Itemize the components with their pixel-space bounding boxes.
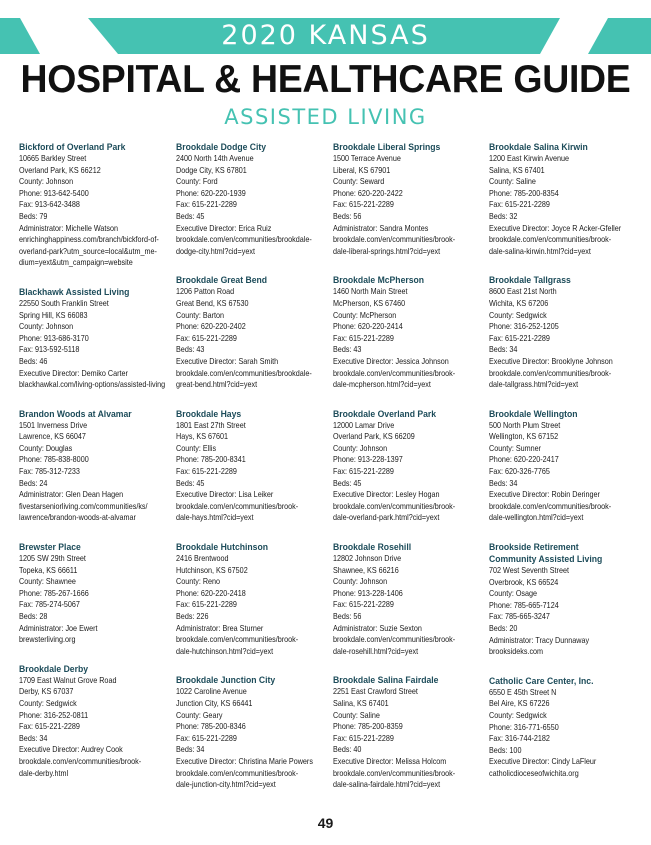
facility-detail-line: 6550 E 45th Street N: [489, 687, 557, 697]
facility-detail-line: County: Sedgwick: [19, 698, 77, 708]
facility-detail-line: Administrator: Tracy Dunnaway: [489, 635, 590, 645]
facility-detail-line: great-bend.html?cid=yext: [176, 380, 258, 390]
facility-detail-line: Beds: 46: [19, 356, 48, 366]
facility-detail-line: Phone: 316-252-1205: [489, 322, 559, 332]
facility-detail-line: Executive Director: Brooklyne Johnson: [489, 356, 613, 366]
facility-entry: [19, 408, 169, 524]
facility-detail-line: Phone: 785-838-8000: [19, 455, 89, 465]
facility-detail-line: Beds: 34: [19, 733, 48, 743]
facility-detail-line: Fax: 785-665-3247: [489, 612, 550, 622]
facility-detail-line: lawrence/brandon-woods-at-alvamar: [19, 513, 136, 523]
facility-detail-line: Spring Hill, KS 66083: [19, 310, 88, 320]
facility-detail-line: Phone: 620-220-2418: [176, 588, 246, 598]
facility-detail-line: Beds: 100: [489, 745, 522, 755]
facility-entry: [333, 274, 483, 390]
facility-detail-line: brookdale.com/en/communities/brook-: [333, 768, 456, 778]
facility-detail-line: brookdale.com/en/communities/brook-: [19, 756, 142, 766]
facility-detail-line: Overland Park, KS 66212: [19, 165, 101, 175]
facility-detail-line: Salina, KS 67401: [333, 698, 389, 708]
page-number: 49: [317, 815, 334, 831]
facility-detail-line: County: Osage: [489, 589, 538, 599]
facility-detail-line: County: Johnson: [19, 322, 74, 332]
facility-detail-line: dale-hays.html?cid=yext: [176, 513, 254, 523]
facility-detail-line: Phone: 785-200-8359: [333, 722, 403, 732]
facility-entry: [176, 141, 326, 257]
facility-name: Brookdale Wellington: [489, 407, 578, 419]
facility-detail-line: Phone: 620-220-2402: [176, 322, 246, 332]
facility-detail-line: Hutchinson, KS 67502: [176, 565, 248, 575]
facility-detail-line: Fax: 615-221-2289: [176, 600, 237, 610]
facility-detail-line: 2416 Brentwood: [176, 554, 229, 564]
facility-detail-line: Fax: 615-221-2289: [333, 333, 394, 343]
facility-detail-line: Phone: 316-252-0811: [19, 710, 89, 720]
facility-detail-line: dale-hutchinson.html?cid=yext: [176, 646, 274, 656]
facility-detail-line: brookdale.com/en/communities/brookdale-: [176, 368, 312, 378]
facility-detail-line: Derby, KS 67037: [19, 687, 74, 697]
facility-detail-line: Shawnee, KS 66216: [333, 565, 399, 575]
facility-detail-line: Executive Director: Sarah Smith: [176, 356, 279, 366]
facility-detail-line: brooksideks.com: [489, 647, 544, 657]
listing-column: [333, 141, 483, 808]
facility-detail-line: brookdale.com/en/communities/brook-: [176, 768, 299, 778]
facility-detail-line: Fax: 615-221-2289: [489, 200, 550, 210]
facility-detail-line: dale-mcpherson.html?cid=yext: [333, 380, 431, 390]
facility-detail-line: Lawrence, KS 66047: [19, 432, 86, 442]
listing-columns: [19, 141, 641, 791]
facility-detail-line: Hays, KS 67601: [176, 432, 229, 442]
facility-name: Brookdale Overland Park: [333, 407, 437, 419]
facility-detail-line: Administrator: Joe Ewert: [19, 623, 98, 633]
facility-detail-line: Fax: 615-221-2289: [19, 722, 80, 732]
facility-detail-line: Executive Director: Demiko Carter: [19, 368, 128, 378]
facility-detail-line: Fax: 913-592-5118: [19, 345, 80, 355]
banner-title: 2020 KANSAS: [221, 20, 430, 51]
facility-detail-line: County: Johnson: [333, 577, 388, 587]
facility-entry: [19, 663, 169, 779]
facility-detail-line: Fax: 615-221-2289: [333, 733, 394, 743]
facility-detail-line: Phone: 620-220-1939: [176, 188, 246, 198]
facility-detail-line: Phone: 913-228-1406: [333, 588, 403, 598]
facility-detail-line: Fax: 913-642-3488: [19, 200, 80, 210]
facility-detail-line: 1709 East Walnut Grove Road: [19, 675, 117, 685]
facility-entry: [333, 408, 483, 524]
facility-detail-line: County: Saline: [489, 177, 536, 187]
facility-detail-line: 702 West Seventh Street: [489, 566, 569, 576]
facility-detail-line: Beds: 24: [19, 478, 48, 488]
facility-entry: [489, 408, 639, 524]
facility-detail-line: dale-rosehill.html?cid=yext: [333, 646, 419, 656]
facility-detail-line: Executive Director: Lisa Leiker: [176, 490, 274, 500]
facility-detail-line: 22550 South Franklin Street: [19, 298, 109, 308]
facility-detail-line: Salina, KS 67401: [489, 165, 545, 175]
facility-detail-line: Phone: 785-200-8346: [176, 722, 246, 732]
facility-entry: [333, 541, 483, 657]
facility-entry: [489, 274, 639, 390]
facility-detail-line: Bel Aire, KS 67226: [489, 699, 550, 709]
facility-detail-line: Fax: 615-221-2289: [176, 333, 237, 343]
facility-detail-line: Fax: 615-221-2289: [176, 200, 237, 210]
facility-detail-line: Beds: 34: [489, 478, 518, 488]
facility-detail-line: Fax: 615-221-2289: [333, 467, 394, 477]
facility-detail-line: Beds: 56: [333, 211, 362, 221]
facility-entry: [19, 141, 169, 269]
facility-detail-line: fivestarseniorliving.com/communities/ks/: [19, 501, 148, 511]
facility-detail-line: County: Seward: [333, 177, 385, 187]
facility-detail-line: Beds: 28: [19, 612, 48, 621]
facility-detail-line: 2400 North 14th Avenue: [176, 154, 254, 163]
facility-detail-line: Topeka, KS 66611: [19, 565, 78, 575]
facility-detail-line: Phone: 913-642-5400: [19, 188, 89, 198]
facility-detail-line: 1205 SW 29th Street: [19, 554, 86, 564]
facility-detail-line: Administrator: Brea Sturner: [176, 623, 264, 633]
facility-detail-line: Phone: 913-686-3170: [19, 333, 89, 343]
facility-name: Brookside Retirement Community Assisted Living: [489, 541, 603, 565]
facility-detail-line: Dodge City, KS 67801: [176, 165, 247, 175]
facility-detail-line: Phone: 316-771-6550: [489, 722, 559, 732]
facility-name: Catholic Care Center, Inc.: [489, 674, 594, 686]
facility-detail-line: Executive Director: Christina Marie Powers: [176, 756, 313, 766]
facility-detail-line: brookdale.com/en/communities/brook-: [176, 501, 299, 511]
facility-detail-line: Fax: 615-221-2289: [176, 467, 237, 477]
facility-detail-line: Executive Director: Jessica Johnson: [333, 356, 449, 366]
facility-detail-line: 1501 Inverness Drive: [19, 420, 88, 430]
facility-entry: [176, 541, 326, 657]
facility-detail-line: Administrator: Sandra Montes: [333, 223, 429, 233]
facility-entry: [176, 674, 326, 790]
facility-detail-line: dale-overland-park.html?cid=yext: [333, 513, 440, 523]
facility-name: Brookdale Junction City: [176, 674, 276, 686]
facility-detail-line: Beds: 45: [333, 478, 362, 488]
facility-name: Brookdale Hays: [176, 407, 242, 419]
facility-detail-line: 1500 Terrace Avenue: [333, 154, 401, 163]
facility-detail-line: County: Shawnee: [19, 577, 76, 587]
facility-detail-line: Phone: 785-267-1666: [19, 588, 89, 598]
facility-detail-line: County: Sedgwick: [489, 310, 547, 320]
facility-name: Blackhawk Assisted Living: [19, 285, 130, 297]
facility-detail-line: County: Douglas: [19, 443, 73, 453]
facility-detail-line: brookdale.com/en/communities/brook-: [333, 235, 456, 245]
facility-detail-line: enrichinghappiness.com/branch/bickford-of-: [19, 235, 159, 245]
facility-detail-line: overland-park?utm_source=local&utm_me-: [19, 246, 157, 256]
facility-name: Brookdale Tallgrass: [489, 274, 571, 286]
facility-detail-line: dale-liberal-springs.html?cid=yext: [333, 246, 441, 256]
listing-column: [19, 141, 169, 796]
facility-name: Brewster Place: [19, 541, 81, 553]
facility-detail-line: Executive Director: Lesley Hogan: [333, 490, 440, 500]
facility-name: Brookdale Salina Kirwin: [489, 141, 588, 152]
facility-detail-line: dium=yext&utm_campaign=website: [19, 258, 133, 268]
facility-detail-line: Beds: 34: [176, 745, 205, 755]
facility-detail-line: Beds: 43: [176, 345, 205, 355]
facility-detail-line: Phone: 620-220-2422: [333, 188, 403, 198]
facility-detail-line: Executive Director: Joyce R Acker-Gfeller: [489, 223, 622, 233]
facility-detail-line: County: Geary: [176, 710, 223, 720]
listing-column: [176, 141, 326, 808]
facility-entry: [19, 286, 169, 391]
facility-detail-line: dale-wellington.html?cid=yext: [489, 513, 584, 523]
section-title: ASSISTED LIVING: [224, 105, 427, 129]
facility-detail-line: Fax: 615-221-2289: [176, 733, 237, 743]
facility-detail-line: Phone: 620-220-2414: [333, 322, 403, 332]
facility-detail-line: County: Sedgwick: [489, 710, 547, 720]
facility-detail-line: Executive Director: Erica Ruiz: [176, 223, 272, 233]
facility-detail-line: County: Johnson: [333, 443, 388, 453]
facility-detail-line: County: Sumner: [489, 443, 542, 453]
facility-name: Brookdale McPherson: [333, 274, 425, 286]
facility-detail-line: Beds: 56: [333, 612, 362, 621]
facility-detail-line: Overbrook, KS 66524: [489, 577, 559, 587]
facility-detail-line: dale-salina-fairdale.html?cid=yext: [333, 780, 441, 790]
facility-detail-line: Executive Director: Audrey Cook: [19, 745, 123, 755]
facility-name: Brookdale Liberal Springs: [333, 141, 441, 152]
facility-detail-line: Administrator: Glen Dean Hagen: [19, 490, 124, 500]
facility-detail-line: Wellington, KS 67152: [489, 432, 559, 442]
facility-detail-line: Beds: 226: [176, 612, 209, 621]
facility-detail-line: dodge-city.html?cid=yext: [176, 246, 255, 256]
facility-detail-line: 500 North Plum Street: [489, 420, 561, 430]
facility-detail-line: Phone: 785-200-8354: [489, 188, 559, 198]
facility-detail-line: Beds: 20: [489, 624, 518, 633]
facility-detail-line: dale-junction-city.html?cid=yext: [176, 780, 276, 790]
facility-detail-line: Wichita, KS 67206: [489, 298, 549, 308]
facility-detail-line: 1460 North Main Street: [333, 287, 408, 297]
facility-detail-line: catholicdioceseofwichita.org: [489, 768, 579, 778]
facility-name: Brookdale Great Bend: [176, 274, 268, 286]
facility-entry: [176, 274, 326, 390]
facility-detail-line: Executive Director: Cindy LaFleur: [489, 757, 597, 767]
facility-name: Brookdale Salina Fairdale: [333, 674, 439, 686]
facility-detail-line: Beds: 45: [176, 478, 205, 488]
facility-detail-line: 12000 Lamar Drive: [333, 420, 395, 430]
facility-detail-line: Beds: 34: [489, 345, 518, 355]
facility-detail-line: dale-salina-kirwin.html?cid=yext: [489, 246, 591, 256]
facility-detail-line: brookdale.com/en/communities/brook-: [333, 368, 456, 378]
facility-detail-line: Beds: 40: [333, 745, 362, 755]
facility-name: Bickford of Overland Park: [19, 141, 126, 152]
facility-name: Brookdale Derby: [19, 662, 89, 674]
facility-entry: [489, 541, 639, 658]
facility-detail-line: 1801 East 27th Street: [176, 420, 246, 430]
facility-detail-line: Phone: 785-200-8341: [176, 455, 246, 465]
facility-detail-line: Fax: 615-221-2289: [333, 200, 394, 210]
facility-detail-line: 1022 Caroline Avenue: [176, 687, 247, 697]
facility-detail-line: Fax: 620-326-7765: [489, 467, 550, 477]
facility-detail-line: Phone: 620-220-2417: [489, 455, 559, 465]
facility-detail-line: County: McPherson: [333, 310, 397, 320]
facility-detail-line: County: Ford: [176, 177, 218, 187]
facility-detail-line: Fax: 785-312-7233: [19, 467, 80, 477]
facility-entry: [489, 675, 639, 780]
facility-detail-line: Phone: 913-228-1397: [333, 455, 403, 465]
facility-detail-line: brookdale.com/en/communities/brook-: [176, 635, 299, 645]
facility-detail-line: Beds: 45: [176, 211, 205, 221]
facility-detail-line: Beds: 43: [333, 345, 362, 355]
facility-name: Brandon Woods at Alvamar: [19, 407, 132, 419]
facility-detail-line: Executive Director: Melissa Holcom: [333, 756, 447, 766]
facility-entry: [333, 674, 483, 790]
facility-detail-line: Liberal, KS 67901: [333, 165, 391, 175]
facility-detail-line: Overland Park, KS 66209: [333, 432, 415, 442]
facility-detail-line: Beds: 79: [19, 211, 48, 221]
facility-detail-line: McPherson, KS 67460: [333, 298, 406, 308]
facility-detail-line: Executive Director: Robin Deringer: [489, 490, 600, 500]
facility-detail-line: 8600 East 21st North: [489, 287, 557, 297]
page-title: HOSPITAL & HEALTHCARE GUIDE: [20, 58, 631, 101]
facility-detail-line: 10665 Barkley Street: [19, 154, 87, 163]
facility-detail-line: 1206 Patton Road: [176, 287, 235, 297]
facility-detail-line: Administrator: Suzie Sexton: [333, 623, 422, 633]
facility-detail-line: 12802 Johnson Drive: [333, 554, 402, 564]
facility-detail-line: Phone: 785-665-7124: [489, 600, 559, 610]
facility-detail-line: brookdale.com/en/communities/brookdale-: [176, 235, 312, 245]
facility-detail-line: brookdale.com/en/communities/brook-: [333, 635, 456, 645]
facility-detail-line: blackhawkal.com/living-options/assisted-living: [19, 380, 166, 390]
listing-column: [489, 141, 639, 797]
facility-detail-line: brewsterliving.org: [19, 635, 76, 645]
facility-detail-line: Beds: 32: [489, 211, 518, 221]
facility-detail-line: 2251 East Crawford Street: [333, 687, 418, 697]
facility-entry: [176, 408, 326, 524]
facility-detail-line: Fax: 785-274-5067: [19, 600, 80, 610]
facility-detail-line: brookdale.com/en/communities/brook-: [333, 501, 456, 511]
facility-detail-line: 1200 East Kirwin Avenue: [489, 154, 569, 163]
facility-detail-line: Great Bend, KS 67530: [176, 298, 249, 308]
facility-detail-line: brookdale.com/en/communities/brook-: [489, 368, 612, 378]
facility-detail-line: Junction City, KS 66441: [176, 698, 253, 708]
facility-entry: [19, 541, 169, 646]
facility-detail-line: Administrator: Michelle Watson: [19, 223, 119, 233]
facility-detail-line: dale-tallgrass.html?cid=yext: [489, 380, 579, 390]
facility-detail-line: Fax: 316-744-2182: [489, 734, 550, 744]
facility-detail-line: County: Saline: [333, 710, 380, 720]
facility-detail-line: dale-derby.html: [19, 768, 69, 778]
facility-entry: [489, 141, 639, 257]
facility-detail-line: County: Johnson: [19, 177, 74, 187]
facility-detail-line: County: Barton: [176, 310, 225, 320]
facility-entry: [333, 141, 483, 257]
facility-name: Brookdale Hutchinson: [176, 541, 269, 553]
facility-detail-line: brookdale.com/en/communities/brook-: [489, 501, 612, 511]
facility-name: Brookdale Dodge City: [176, 141, 267, 152]
facility-detail-line: Fax: 615-221-2289: [489, 333, 550, 343]
facility-detail-line: brookdale.com/en/communities/brook-: [489, 235, 612, 245]
facility-detail-line: Fax: 615-221-2289: [333, 600, 394, 610]
facility-detail-line: County: Ellis: [176, 443, 217, 453]
facility-name: Brookdale Rosehill: [333, 541, 412, 553]
facility-detail-line: County: Reno: [176, 577, 221, 587]
